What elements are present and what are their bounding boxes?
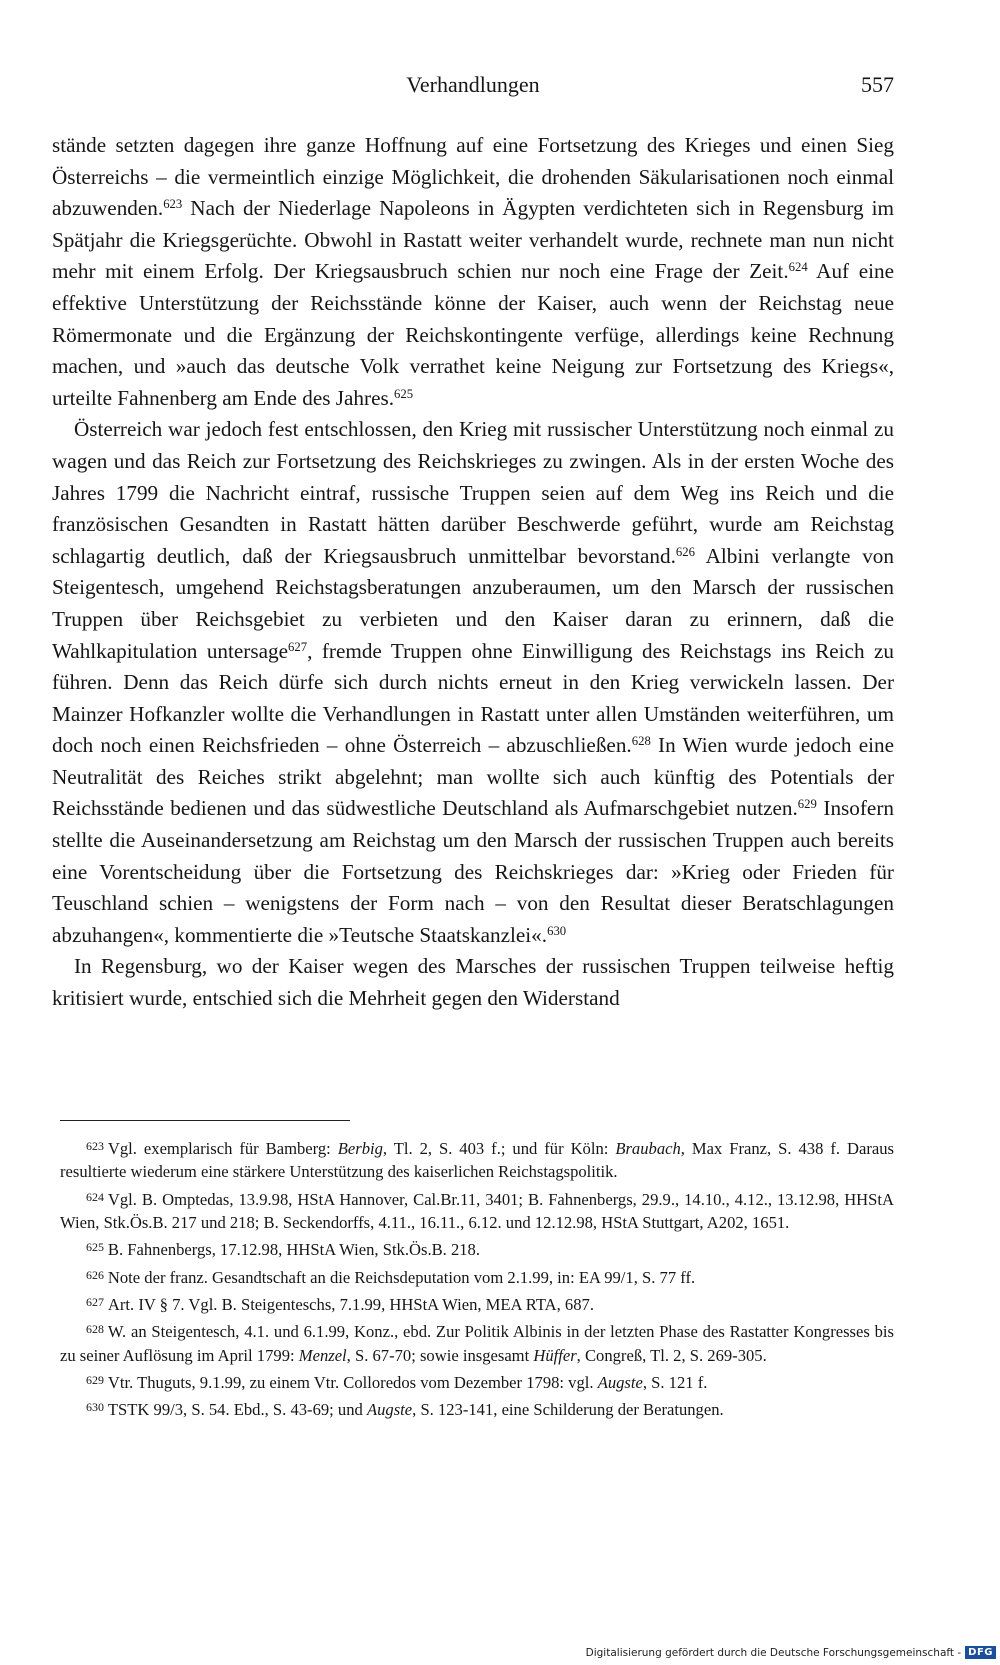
footnote-ref: 629 [797, 797, 817, 812]
text-run: Vgl. B. Omptedas, 13.9.98, HStA Hannover, Cal.Br.11, 3401; B. Fahnenbergs, 29.9., 14.10., 4.12., 13.12.98, HHStA Wien, Stk.Ös.B. 217 und 218; B. Seckendorffs, 4.11., 16.11., 6.12. und 12.12.98, HStA Stuttgart, A202, 1651. [60, 1189, 894, 1232]
running-head [52, 72, 894, 104]
text-run: Note der franz. Gesandtschaft an die Reichsdeputation vom 2.1.99, in: EA 99/1, S. 77 ff. [107, 1267, 696, 1287]
text-run: Auf eine effektive Unterstützung der Reichsstände könne der Kaiser, auch wenn der Reichstag neue Römermonate und die Ergänzung der Reichskontingente verfüge, allerdings keine Rechnung machen, und »auch das deutsche Volk verrathet keine Neigung zur Fortsetzung des Kriegs«, urteilte Fahnenberg am Ende des Jahres. [52, 259, 894, 410]
running-title: Verhandlungen [406, 72, 540, 97]
footnote-number: 623 [86, 1139, 104, 1153]
text-run: stände setzten dagegen ihre ganze Hoffnung auf eine Fortsetzung des Krieges und einen Sieg Österreichs – die vermeintlich einzige Möglichkeit, die drohenden Säkularisationen noch einmal abzuwenden. [52, 133, 894, 221]
funding-text: Digitalisierung gefördert durch die Deutsche Forschungsgemeinschaft - [585, 1646, 962, 1659]
footnote-number: 628 [86, 1322, 104, 1337]
footnote-number: 626 [86, 1267, 104, 1282]
footnote-624 [60, 1186, 894, 1235]
footnote-629 [60, 1369, 894, 1394]
footnote-separator [60, 1120, 350, 1121]
text-run: TSTK 99/3, S. 54. Ebd., S. 43-69; und [107, 1400, 367, 1420]
footnote-number: 627 [86, 1294, 104, 1309]
text-run: Insofern stellte die Auseinandersetzung am Reichstag um den Marsch der russischen Truppen auch bereits eine Vorentscheidung über die Fortsetzung des Reichskrieges dar: »Krieg oder Frieden für Teuschland schien – wenigstens der Form nach – von den Resultat dieser Beratschlagungen abzuhangen«, kommentierte die »Teutsche Staatskanzlei«. [52, 796, 894, 947]
text-run: , Max Franz, S. 438 f. Daraus resultierte wiederum eine stärkere Unterstützung des kaiserlichen Reichstagspolitik. [60, 1139, 894, 1182]
text-run: B. Fahnenbergs, 17.12.98, HHStA Wien, Stk.Ös.B. 218. [107, 1240, 481, 1260]
footnote-ref: 624 [788, 260, 808, 275]
footnote-ref: 623 [163, 197, 183, 212]
footnote-625 [60, 1236, 894, 1261]
author-name: Menzel [298, 1345, 347, 1365]
text-run: Albini verlangte von Steigentesch, umgehend Reichstagsberatungen anzuberaumen, um den Marsch der russischen Truppen über Reichsgebiet zu verbieten und den Kaiser daran zu erinnern, daß die Wahlkapitulation untersage [52, 543, 894, 663]
author-name: Hüffer [533, 1345, 577, 1365]
paragraph: In Regensburg, wo der Kaiser wegen des Marsches der russischen Truppen teilweise heftig kritisiert wurde, entschied sich die Mehrheit gegen den Widerstand [52, 954, 894, 1011]
text-run: , fremde Truppen ohne Einwilligung des Reichstags ins Reich zu führen. Denn das Reich dürfe sich durch nichts erneut in den Krieg verwickeln lassen. Der Mainzer Hofkanzler wollte die Verhandlungen in Rastatt unter allen Umständen weiterführen, um doch noch einen Reichsfrieden – ohne Österreich – abzuschließen. [52, 638, 894, 758]
paragraph [52, 414, 894, 951]
text-run: In Wien wurde jedoch eine Neutralität des Reiches strikt abgelehnt; man wollte sich auch künftig des Potentials der Reichsstände bedienen und das südwestliche Deutschland als Aufmarschgebiet nutzen. [52, 733, 895, 821]
body-text [52, 130, 894, 1015]
footnote-number: 629 [86, 1372, 104, 1387]
text-run: Nach der Niederlage Napoleons in Ägypten verdichteten sich in Regensburg im Spätjahr die Kriegsgerüchte. Obwohl in Rastatt weiter verhandelt wurde, rechnete man nun nicht mehr mit einem Erfolg. Der Kriegsausbruch schien nur noch eine Frage der Zeit. [52, 196, 894, 284]
text-run: , S. 121 f. [642, 1373, 708, 1393]
footnote-number: 625 [86, 1240, 104, 1255]
footnote-623 [60, 1135, 894, 1184]
footnote-number: 624 [86, 1189, 104, 1204]
text-run: , S. 67-70; sowie insgesamt [346, 1345, 534, 1365]
text-run: , S. 123-141, eine Schilderung der Beratungen. [412, 1400, 724, 1420]
footnotes [60, 1135, 894, 1424]
footnote-627 [60, 1291, 894, 1316]
footnote-ref: 625 [394, 386, 414, 401]
author-name: Augste [597, 1373, 643, 1393]
text-run: , Congreß, Tl. 2, S. 269-305. [576, 1345, 767, 1365]
footnote-ref: 627 [288, 639, 308, 654]
page-number: 557 [861, 72, 894, 97]
author-name: Augste [366, 1400, 413, 1420]
text-run: Vtr. Thuguts, 9.1.99, zu einem Vtr. Colloredos vom Dezember 1798: vgl. [107, 1373, 598, 1393]
dfg-logo: DFG [965, 1646, 996, 1659]
footnote-628 [60, 1318, 894, 1367]
author-name: Braubach [615, 1139, 681, 1159]
funding-notice [586, 1646, 996, 1659]
footnote-ref: 626 [675, 544, 695, 559]
paragraph [52, 130, 894, 414]
text-run: W. an Steigentesch, 4.1. und 6.1.99, Konz., ebd. Zur Politik Albinis in der letzten Phase des Rastatter Kongresses bis zu seiner Auflösung im April 1799: [60, 1322, 894, 1365]
footnote-ref: 630 [547, 923, 567, 938]
text-run: , Tl. 2, S. 403 f.; und für Köln: [382, 1139, 616, 1159]
author-name: Berbig [337, 1139, 383, 1159]
text-run: Österreich war jedoch fest entschlossen, den Krieg mit russischer Unterstützung noch einmal zu wagen und das Reich zur Fortsetzung des Reichskrieges zu zwingen. Als in der ersten Woche des Jahres 1799 die Nachricht eintraf, russische Truppen seien auf dem Weg ins Reich und die französischen Gesandten in Rastatt hätten darüber Beschwerde geführt, wurde am Reichstag schlagartig deutlich, daß der Kriegsausbruch unmittelbar bevorstand. [52, 417, 894, 568]
footnote-number: 630 [86, 1400, 104, 1415]
footnote-ref: 628 [631, 734, 651, 749]
footnote-630 [60, 1396, 894, 1421]
text-run: Art. IV § 7. Vgl. B. Steigenteschs, 7.1.99, HHStA Wien, MEA RTA, 687. [107, 1295, 594, 1315]
text-run: Vgl. exemplarisch für Bamberg: [107, 1139, 338, 1159]
footnote-626 [60, 1264, 894, 1289]
